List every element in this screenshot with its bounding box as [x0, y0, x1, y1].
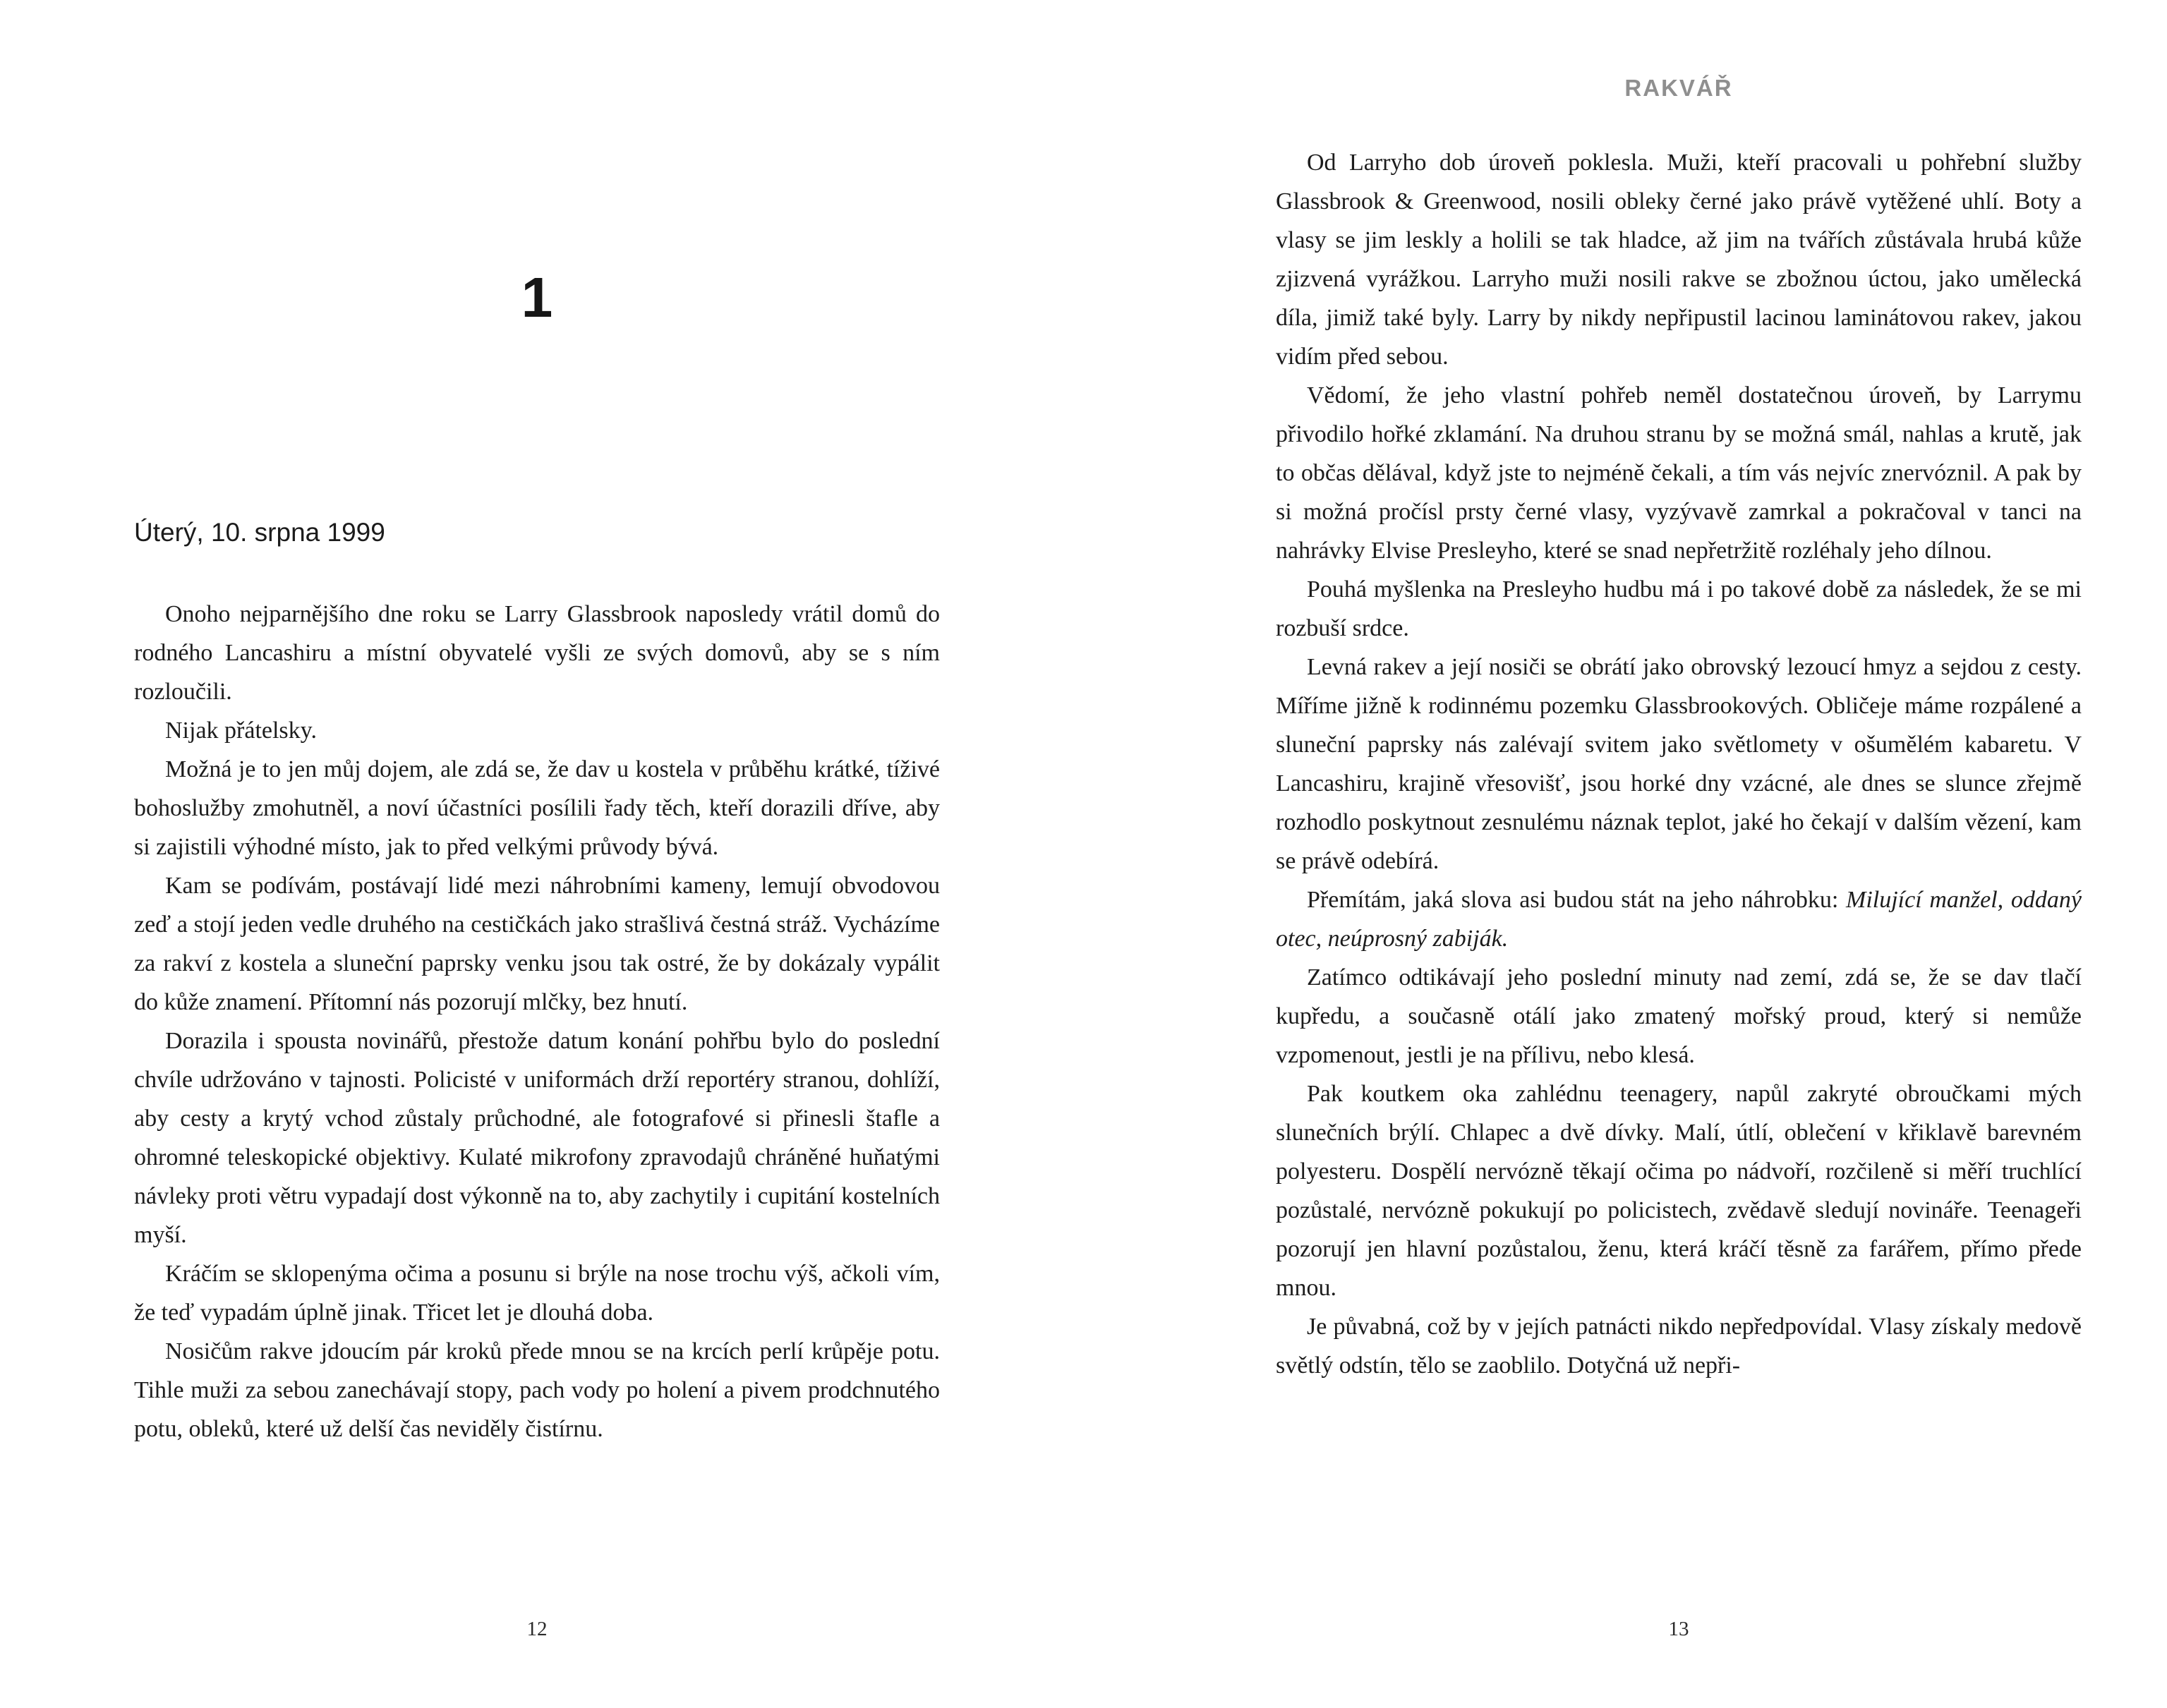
paragraph: Možná je to jen můj dojem, ale zdá se, že dav u kostela v průběhu krátké, tíživé bohoslužby zmohutněl, a noví účastníci posílili řady těch, kteří dorazili dříve, aby si zajistili výhodné místo, jak to před velkými průvody bývá.	[134, 756, 940, 860]
paragraph: Kráčím se sklopenýma očima a posunu si brýle na nose trochu výš, ačkoli vím, že teď vypadám úplně jinak. Třicet let je dlouhá doba.	[134, 1261, 940, 1326]
paragraph: Je půvabná, což by v jejích patnácti nikdo nepředpovídal. Vlasy získaly medově světlý odstín, tělo se zaoblilo. Dotyčná už nepři-	[1276, 1314, 2082, 1379]
date-heading: Úterý, 10. srpna 1999	[134, 518, 385, 547]
epitaph-italic: Milující manžel, oddaný otec, neúprosný zabiják.	[1276, 887, 2082, 952]
paragraph: Vědomí, že jeho vlastní pohřeb neměl dostatečnou úroveň, by Larrymu přivodilo hořké zklamání. Na druhou stranu by se možná smál, nahlas a krutě, jak to občas dělával, když jste to nejméně čekali, a tím vás nejvíc znervóznil. A pak by si možná pročísl prsty černé vlasy, vyzývavě zamrkal a pokračoval v tanci na nahrávky Elvise Presleyho, které se snad nepřetržitě rozléhaly jeho dílnou.	[1276, 382, 2082, 564]
paragraph	[1276, 880, 2082, 958]
running-header: RAKVÁŘ	[1624, 75, 1733, 101]
left-page-body	[134, 595, 940, 1448]
paragraph: Od Larryho dob úroveň poklesla. Muži, kteří pracovali u pohřební služby Glassbrook & Greenwood, nosili obleky černé jako právě vytěžené uhlí. Boty a vlasy se jim leskly a holili se tak hladce, až jim na tvářích zůstávala hrubá kůže zjizvená vyrážkou. Larryho muži nosili rakve se zbožnou úctou, jako umělecká díla, jimiž také byly. Larry by nikdy nepřipustil lacinou laminátovou rakev, jakou vidím před sebou.	[1276, 150, 2082, 370]
page-left	[134, 0, 940, 1708]
epitaph-lead: Přemítám, jaká slova asi budou stát na jeho náhrobku:	[1307, 887, 1846, 913]
paragraph: Kam se podívám, postávají lidé mezi náhrobními kameny, lemují obvodovou zeď a stojí jeden vedle druhého na cestičkách jako strašlivá čestná stráž. Vycházíme za rakví z kostela a sluneční paprsky venku jsou tak ostré, že by dokázaly vypálit do kůže znamení. Přítomní nás pozorují mlčky, bez hnutí.	[134, 873, 940, 1015]
paragraph: Zatímco odtikávají jeho poslední minuty nad zemí, zdá se, že se dav tlačí kupředu, a současně otálí jako zmatený mořský proud, který si nemůže vzpomenout, jestli je na přílivu, nebo klesá.	[1276, 964, 2082, 1068]
paragraph: Pouhá myšlenka na Presleyho hudbu má i po takové době za následek, že se mi rozbuší srdce.	[1276, 576, 2082, 641]
paragraph: Pak koutkem oka zahlédnu teenagery, napůl zakryté obroučkami mých slunečních brýlí. Chlapec a dvě dívky. Malí, útlí, oblečení v křiklavě barevném polyesteru. Dospělí nervózně těkají očima po nádvoří, rozčileně si měří truchlící pozůstalé, nervózně pokukují po policistech, zvědavě sledují novináře. Teenageři pozorují jen hlavní pozůstalou, ženu, která kráčí těsně za farářem, přímo přede mnou.	[1276, 1081, 2082, 1301]
paragraph: Onoho nejparnějšího dne roku se Larry Glassbrook naposledy vrátil domů do rodného Lancashiru a místní obyvatelé vyšli ze svých domovů, aby se s ním rozloučili.	[134, 601, 940, 705]
right-page-body	[1276, 143, 2082, 1385]
chapter-number: 1	[521, 266, 553, 329]
paragraph: Levná rakev a její nosiči se obrátí jako obrovský lezoucí hmyz a sejdou z cesty. Míříme jižně k rodinnému pozemku Glassbrookových. Obličeje máme rozpálené a sluneční paprsky nás zalévají svitem jako světlomety v ošumělém kabaretu. V Lancashiru, krajině vřesovišť, jsou horké dny vzácné, ale dnes se slunce zřejmě rozhodlo poskytnout zesnulému náznak teplot, jaké ho čekají v dalším vězení, kam se právě odebírá.	[1276, 654, 2082, 874]
page-number-right: 13	[1668, 1618, 1689, 1640]
page-number-left: 12	[526, 1618, 548, 1640]
page-right	[1276, 0, 2082, 1708]
paragraph: Nijak přátelsky.	[165, 717, 317, 744]
paragraph: Nosičům rakve jdoucím pár kroků přede mnou se na krcích perlí krůpěje potu. Tihle muži za sebou zanechávají stopy, pach vody po holení a pivem prodchnutého potu, obleků, které už delší čas neviděly čistírnu.	[134, 1338, 940, 1442]
paragraph: Dorazila i spousta novinářů, přestože datum konání pohřbu bylo do poslední chvíle udržováno v tajnosti. Policisté v uniformách drží reportéry stranou, dohlíží, aby cesty a krytý vchod zůstaly průchodné, ale fotografové si přinesli štafle a ohromné teleskopické objektivy. Kulaté mikrofony zpravodajů chráněné huňatými návleky proti větru vypadají dost výkonně na to, aby zachytily i cupitání kostelních myší.	[134, 1028, 940, 1248]
